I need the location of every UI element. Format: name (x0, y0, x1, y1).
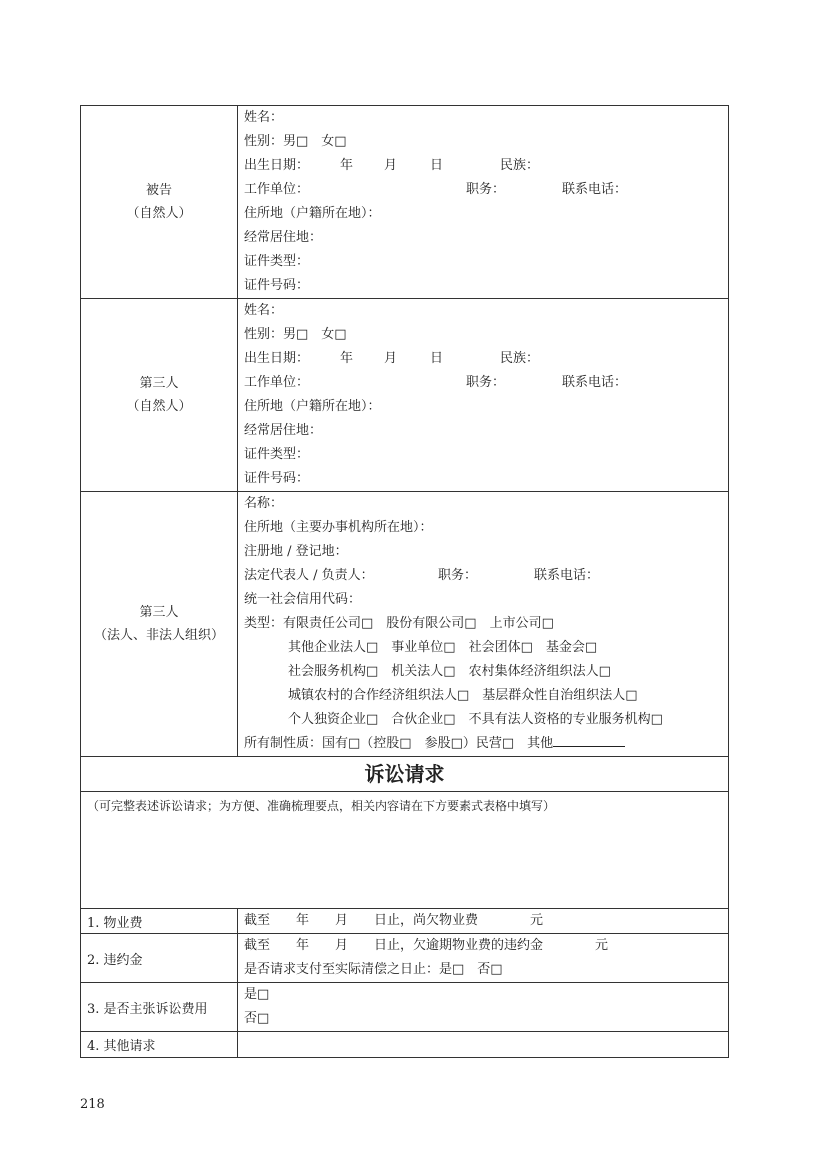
defendant-label-cell (81, 106, 238, 299)
work-unit-label: 工作单位： (244, 375, 310, 390)
birth-label: 出生日期： (244, 158, 310, 173)
third-natural-work-line (244, 371, 728, 395)
birth-year: 年 (340, 351, 354, 366)
third-natural-gender-field[interactable]: 性别：男□ 女□ (244, 327, 347, 342)
third-legal-label: 第三人 (139, 605, 179, 620)
third-legal-domicile-field[interactable]: 住所地（主要办事机构所在地）： (244, 520, 433, 535)
third-person-legal-row (81, 492, 729, 757)
position-label: 职务： (466, 182, 506, 197)
claim-row-litigation-costs (81, 983, 729, 1032)
third-legal-rep-line (244, 564, 728, 588)
claims-note-area[interactable] (81, 792, 729, 909)
type-checkbox-line-2[interactable]: 其他企业法人□ 事业单位□ 社会团体□ 基金会□ (288, 640, 598, 655)
claim-row-penalty (81, 934, 729, 983)
phone-label: 联系电话： (562, 375, 628, 390)
third-natural-residence-field[interactable]: 经常居住地： (244, 423, 323, 438)
phone-label: 联系电话： (534, 568, 600, 583)
claim-content[interactable] (238, 934, 729, 983)
birth-day: 日 (430, 158, 444, 173)
claim-label: 1. 物业费 (81, 909, 238, 934)
type-checkbox-line-5[interactable]: 个人独资企业□ 合伙企业□ 不具有法人资格的专业服务机构□ (288, 712, 663, 727)
defendant-fields (238, 106, 729, 299)
claims-heading: 诉讼请求 (81, 757, 729, 792)
claim-row-other (81, 1032, 729, 1058)
rep-label: 法定代表人 / 负责人： (244, 568, 374, 583)
third-natural-label-cell (81, 299, 238, 492)
birth-month: 月 (384, 158, 398, 173)
claim-content[interactable] (238, 1032, 729, 1058)
third-legal-sublabel: （法人、非法人组织） (93, 628, 224, 643)
claims-note-row (81, 792, 729, 909)
type-checkbox-line-4[interactable]: 城镇农村的合作经济组织法人□ 基层群众性自治组织法人□ (288, 688, 638, 703)
defendant-name-field[interactable]: 姓名： (244, 110, 284, 125)
ethnicity-label: 民族： (500, 158, 540, 173)
claim-label: 4. 其他请求 (81, 1032, 238, 1058)
defendant-id-number-field[interactable]: 证件号码： (244, 278, 310, 293)
claim-line: 是否请求支付至实际清偿之日止：是□ 否□ (244, 962, 503, 977)
defendant-residence-field[interactable]: 经常居住地： (244, 230, 323, 245)
birth-month: 月 (384, 351, 398, 366)
ownership-line[interactable] (244, 732, 728, 756)
defendant-domicile-field[interactable]: 住所地（户籍所在地）： (244, 206, 381, 221)
third-natural-id-number-field[interactable]: 证件号码： (244, 471, 310, 486)
defendant-label: 被告 (145, 183, 172, 198)
claim-line: 截至 年 月 日止，欠逾期物业费的违约金 元 (244, 938, 609, 953)
birth-label: 出生日期： (244, 351, 310, 366)
work-unit-label: 工作单位： (244, 182, 310, 197)
third-natural-fields (238, 299, 729, 492)
claims-note-text: （可完整表述诉讼请求；为方便、准确梳理要点，相关内容请在下方要素式表格中填写） (87, 799, 556, 813)
claim-no-checkbox[interactable]: 否□ (244, 1011, 270, 1026)
ownership-text: 所有制性质：国有□（控股□ 参股□）民营□ 其他 (244, 736, 554, 751)
third-legal-fields (238, 492, 729, 757)
third-legal-label-cell (81, 492, 238, 757)
third-natural-id-type-field[interactable]: 证件类型： (244, 447, 310, 462)
defendant-row (81, 106, 729, 299)
claim-content[interactable] (238, 983, 729, 1032)
ethnicity-label: 民族： (500, 351, 540, 366)
third-person-natural-row (81, 299, 729, 492)
claim-yes-checkbox[interactable]: 是□ (244, 987, 270, 1002)
position-label: 职务： (466, 375, 506, 390)
third-natural-label: 第三人 (139, 376, 179, 391)
type-checkbox-line-3[interactable]: 社会服务机构□ 机关法人□ 农村集体经济组织法人□ (288, 664, 611, 679)
third-legal-name-field[interactable]: 名称： (244, 496, 284, 511)
third-natural-name-field[interactable]: 姓名： (244, 303, 284, 318)
third-natural-sublabel: （自然人） (126, 399, 192, 414)
third-natural-domicile-field[interactable]: 住所地（户籍所在地）： (244, 399, 381, 414)
defendant-gender-field[interactable]: 性别：男□ 女□ (244, 134, 347, 149)
position-label: 职务： (438, 568, 478, 583)
claims-heading-row (81, 757, 729, 792)
complaint-form-table (80, 105, 729, 1058)
page-number: 218 (80, 1097, 105, 1112)
third-legal-credit-code-field[interactable]: 统一社会信用代码： (244, 592, 362, 607)
defendant-work-line (244, 178, 728, 202)
defendant-id-type-field[interactable]: 证件类型： (244, 254, 310, 269)
claim-label: 2. 违约金 (81, 934, 238, 983)
defendant-birth-line (244, 154, 728, 178)
claim-content[interactable] (238, 909, 729, 934)
claim-label: 3. 是否主张诉讼费用 (81, 983, 238, 1032)
birth-day: 日 (430, 351, 444, 366)
phone-label: 联系电话： (562, 182, 628, 197)
other-ownership-blank[interactable] (553, 732, 625, 747)
third-natural-birth-line (244, 347, 728, 371)
defendant-sublabel: （自然人） (126, 206, 192, 221)
third-legal-registration-field[interactable]: 注册地 / 登记地： (244, 544, 348, 559)
claim-line: 截至 年 月 日止，尚欠物业费 元 (244, 913, 544, 928)
claim-line (244, 1032, 728, 1056)
birth-year: 年 (340, 158, 354, 173)
claim-row-property-fee (81, 909, 729, 934)
type-checkbox-line-1[interactable]: 类型：有限责任公司□ 股份有限公司□ 上市公司□ (244, 616, 554, 631)
